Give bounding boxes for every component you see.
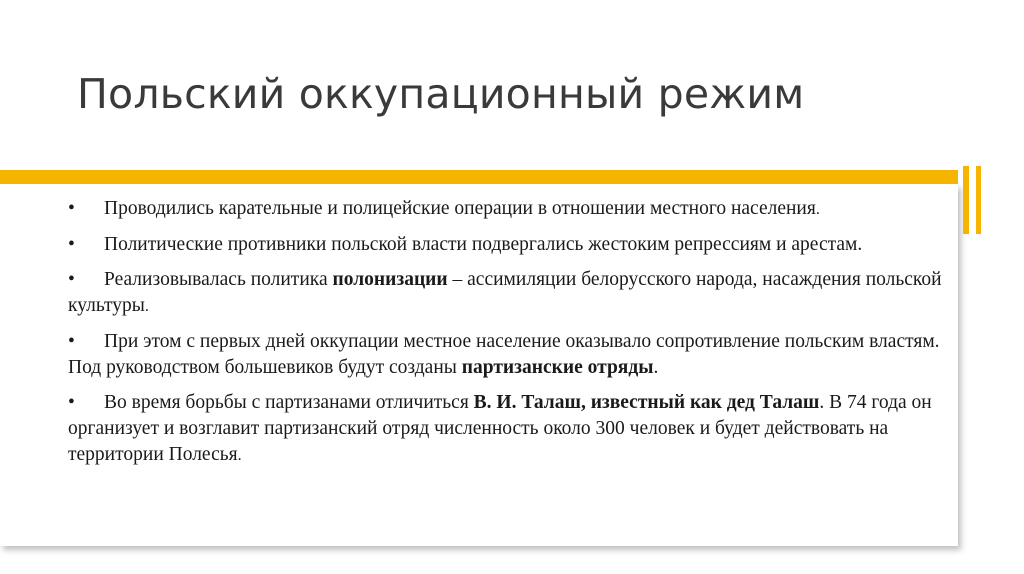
bullet-item bbox=[68, 267, 948, 320]
bullet-text: При этом с первых дней оккупации местное население оказывало сопротивление польским властям. Под руководством большевиков будут созданы bbox=[68, 331, 940, 378]
bullet-text: Реализовывалась политика bbox=[104, 269, 333, 290]
slide-title: Польский оккупационный режим bbox=[77, 70, 805, 118]
bullet-emphasis: В. И. Талаш, известный как дед Талаш bbox=[473, 392, 820, 413]
bullet-marker: • bbox=[68, 269, 75, 290]
bullet-text: Политические противники польской власти подвергались жестоким репрессиям и арестам. bbox=[104, 234, 863, 255]
bullet-item bbox=[68, 232, 948, 258]
bullet-marker: • bbox=[68, 392, 75, 413]
accent-bar bbox=[0, 170, 958, 184]
accent-stripe-left bbox=[963, 166, 969, 234]
accent-stripe-right bbox=[976, 166, 981, 234]
bullet-emphasis: полонизации bbox=[332, 269, 448, 290]
bullet-tail: . bbox=[237, 447, 242, 464]
bullet-text: . В 74 года он организует и возглавит партизанский отряд численность около 300 человек и будет действовать на территории Полесья bbox=[68, 392, 932, 465]
bullet-text: Проводились карательные и полицейские операции в отношении местного населения bbox=[104, 198, 816, 219]
bullet-text: . bbox=[653, 357, 659, 378]
bullet-marker: • bbox=[68, 234, 75, 255]
bullet-list bbox=[68, 196, 948, 478]
bullet-emphasis: партизанские отряды bbox=[461, 357, 654, 378]
bullet-text: Во время борьбы с партизанами отличиться bbox=[104, 392, 474, 413]
bullet-marker: • bbox=[68, 198, 75, 219]
bullet-item bbox=[68, 329, 948, 381]
bullet-marker: • bbox=[68, 331, 75, 352]
bullet-text: – ассимиляции белорусского народа, насаждения польской культуры bbox=[68, 269, 942, 316]
bullet-tail: . bbox=[815, 201, 820, 218]
bullet-tail: . bbox=[144, 298, 149, 315]
bullet-item bbox=[68, 390, 948, 469]
bullet-item bbox=[68, 196, 948, 223]
